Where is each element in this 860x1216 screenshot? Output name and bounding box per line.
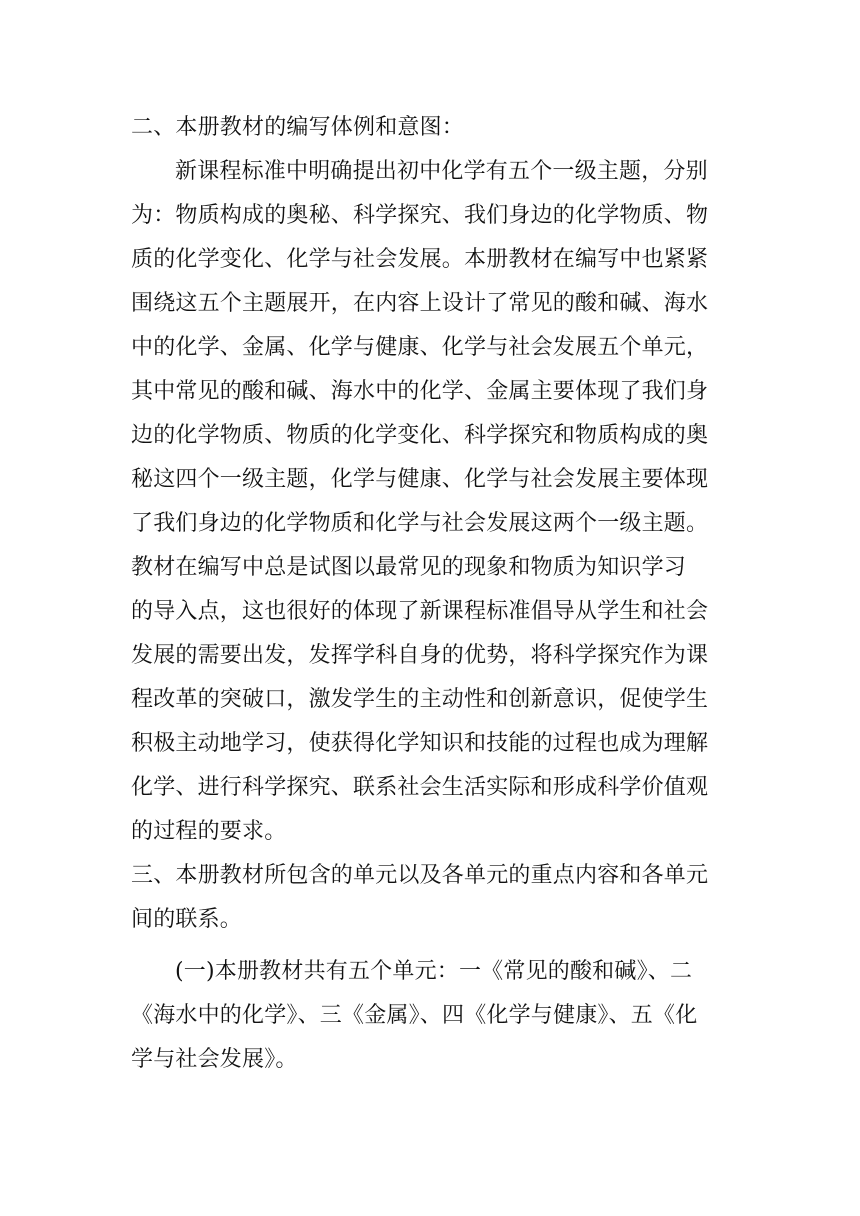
paragraph-line: 学与社会发展》。 xyxy=(131,1047,298,1072)
section-heading-2: 二、本册教材的编写体例和意图： xyxy=(131,115,465,140)
paragraph-line: 发展的需要出发，发挥学科自身的优势，将科学探究作为课 xyxy=(131,643,709,668)
paragraph-line: 化学、进行科学探究、联系社会生活实际和形成科学价值观 xyxy=(131,775,709,800)
paragraph-line: 围绕这五个主题展开，在内容上设计了常见的酸和碱、海水 xyxy=(131,291,709,316)
paragraph-line: 其中常见的酸和碱、海水中的化学、金属主要体现了我们身 xyxy=(131,379,709,404)
paragraph-line: 边的化学物质、物质的化学变化、科学探究和物质构成的奥 xyxy=(131,423,709,448)
paragraph-line: 《海水中的化学》、三《金属》、四《化学与健康》、五《化 xyxy=(131,1003,698,1028)
paragraph-line: 教材在编写中总是试图以最常见的现象和物质为知识学习 xyxy=(131,555,687,580)
paragraph-line: 的导入点，这也很好的体现了新课程标准倡导从学生和社会 xyxy=(131,599,709,624)
paragraph-line: 质的化学变化、化学与社会发展。本册教材在编写中也紧紧 xyxy=(131,247,709,272)
section-heading-3: 三、本册教材所包含的单元以及各单元的重点内容和各单元 xyxy=(131,863,709,888)
paragraph-line: 的过程的要求。 xyxy=(131,819,287,844)
paragraph-line: 中的化学、金属、化学与健康、化学与社会发展五个单元， xyxy=(131,335,709,360)
paragraph-line: 程改革的突破口，激发学生的主动性和创新意识，促使学生 xyxy=(131,687,709,712)
paragraph-line: 新课程标准中明确提出初中化学有五个一级主题，分别 xyxy=(175,159,708,184)
paragraph-line: (一)本册教材共有五个单元：一《常见的酸和碱》、二 xyxy=(175,959,693,984)
paragraph-line: 了我们身边的化学物质和化学与社会发展这两个一级主题。 xyxy=(131,511,709,536)
paragraph-line: 秘这四个一级主题，化学与健康、化学与社会发展主要体现 xyxy=(131,467,709,492)
paragraph-line: 为：物质构成的奥秘、科学探究、我们身边的化学物质、物 xyxy=(131,203,709,228)
paragraph-line: 积极主动地学习，使获得化学知识和技能的过程也成为理解 xyxy=(131,731,709,756)
section-heading-3-continued: 间的联系。 xyxy=(131,907,243,932)
